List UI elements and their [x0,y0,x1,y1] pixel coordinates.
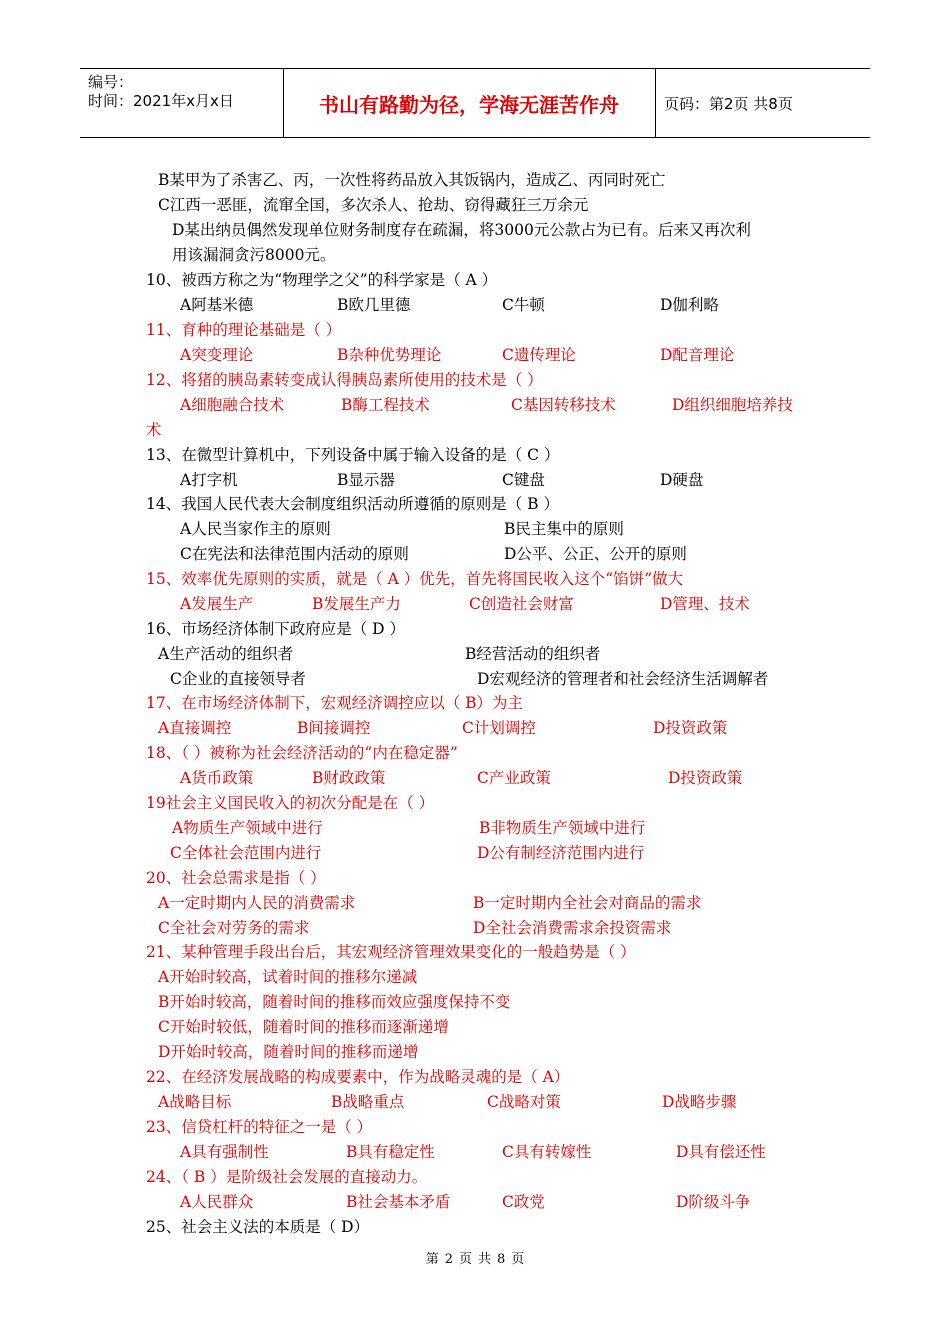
text-line: D全社会消费需求余投资需求 [473,919,672,937]
text-line: C遗传理论 [502,346,576,364]
text-line: 16、市场经济体制下政府应是（ D ） [146,620,406,638]
text-line: 10、被西方称之为“物理学之父”的科学家是（ A ） [146,271,498,289]
footer-page-number: 2 [444,1252,453,1267]
text-line: C在宪法和法律范围内活动的原则 [180,545,409,563]
text-line: A细胞融合技术 [180,396,285,414]
header-motto: 书山有路勤为径，学海无涯苦作舟 [319,92,619,117]
text-line: D投资政策 [653,719,728,737]
text-line: D管理、技术 [660,595,750,613]
text-line: 17、在市场经济体制下，宏观经济调控应以（ B）为主 [146,694,524,712]
text-line: D公平、公正、公开的原则 [504,545,687,563]
text-line: A战略目标 [158,1093,232,1111]
text-line: A一定时期内人民的消费需求 [158,894,356,912]
text-line: B财政政策 [312,769,386,787]
text-line: C产业政策 [477,769,551,787]
document-date: 时间：2021年x月x日 [88,92,234,110]
text-line: B间接调控 [297,719,371,737]
text-line: 14、我国人民代表大会制度组织活动所遵循的原则是（ B ） [146,495,559,513]
text-line: 25、社会主义法的本质是（ D） [146,1218,370,1236]
text-line: 21、某种管理手段出台后，其宏观经济管理效果变化的一般趋势是（ ） [146,943,636,961]
text-line: 15、效率优先原则的实质，就是（ A ）优先，首先将国民收入这个“馅饼”做大 [146,570,684,588]
text-line: A具有强制性 [180,1143,269,1161]
header-divider [655,69,656,137]
text-line: B经营活动的组织者 [465,645,601,663]
footer-total-pages: 8 [497,1252,506,1267]
text-line: B酶工程技术 [341,396,430,414]
text-line: C开始时较低，随着时间的推移而逐渐递增 [158,1018,449,1036]
footer-text: 共 [478,1252,492,1267]
text-line: C战略对策 [487,1093,561,1111]
text-line: D投资政策 [668,769,743,787]
footer-text: 第 [425,1252,439,1267]
text-line: D组织细胞培养技 [672,396,793,414]
text-line: B民主集中的原则 [504,520,624,538]
text-line: A人民群众 [180,1193,254,1211]
text-line: D某出纳员偶然发现单位财务制度存在疏漏，将3000元公款占为已有。后来又再次利 [172,221,751,239]
text-line: D具有偿还性 [676,1143,766,1161]
text-line: 用该漏洞贪污8000元。 [172,246,336,264]
page-info: 页码：第2页 共8页 [664,95,793,113]
text-line: D公有制经济范围内进行 [477,844,645,862]
text-line: A开始时较高，试着时间的推移尔递减 [158,968,418,986]
text-line: D宏观经济的管理者和社会经济生活调解者 [477,670,769,688]
text-line: A物质生产领域中进行 [172,819,323,837]
text-line: D配音理论 [660,346,735,364]
text-line: C企业的直接领导者 [170,670,306,688]
text-line: A发展生产 [180,595,254,613]
text-line: 20、社会总需求是指（ ） [146,869,326,887]
text-line: C具有转嫁性 [502,1143,592,1161]
text-line: A直接调控 [158,719,232,737]
text-line: C江西一恶匪，流窜全国，多次杀人、抢劫、窃得藏狂三万余元 [158,196,589,214]
text-line: B社会基本矛盾 [346,1193,451,1211]
text-line: 24、（ B ）是阶级社会发展的直接动力。 [146,1168,428,1186]
text-line: 19社会主义国民收入的初次分配是在（ ） [146,794,435,812]
text-line: C计划调控 [462,719,536,737]
text-line: A货币政策 [180,769,254,787]
footer-text: 页 [458,1252,472,1267]
text-line: B某甲为了杀害乙、丙，一次性将药品放入其饭锅内，造成乙、丙同时死亡 [158,171,666,189]
text-line: C政党 [502,1193,545,1211]
text-line: 23、信贷杠杆的特征之一是（ ） [146,1118,373,1136]
text-line: B一定时期内全社会对商品的需求 [473,894,702,912]
text-line: A阿基米德 [180,296,254,314]
text-line: B战略重点 [331,1093,405,1111]
text-line: C全社会对劳务的需求 [158,919,310,937]
text-line: B欧几里德 [337,296,411,314]
page-header [80,68,870,138]
text-line: A打字机 [180,471,238,489]
text-line: C基因转移技术 [511,396,616,414]
text-line: B非物质生产领域中进行 [479,819,646,837]
text-line: 22、在经济发展战略的构成要素中，作为战略灵魂的是（ A） [146,1068,570,1086]
text-line: C创造社会财富 [469,595,574,613]
text-line: A人民当家作主的原则 [180,520,331,538]
text-line: D伽利略 [660,296,719,314]
page-footer [0,1248,950,1267]
text-line: 12、将猪的胰岛素转变成认得胰岛素所使用的技术是（ ） [146,371,543,389]
text-line: B发展生产力 [312,595,401,613]
text-line: 13、在微型计算机中，下列设备中属于输入设备的是（ C ） [146,446,560,464]
text-line: D硬盘 [660,471,704,489]
text-line: C牛顿 [502,296,545,314]
text-line: D阶级斗争 [676,1193,751,1211]
text-line: C全体社会范围内进行 [170,844,322,862]
text-line: A生产活动的组织者 [158,645,294,663]
text-line: B杂种优势理论 [337,346,442,364]
text-line: 11、育种的理论基础是（ ） [146,321,342,339]
text-line: D开始时较高，随着时间的推移而递增 [158,1043,419,1061]
document-number-label: 编号： [88,73,134,91]
text-line: 18、（ ）被称为社会经济活动的“内在稳定器” [146,744,458,762]
text-line: B具有稳定性 [346,1143,435,1161]
text-line: B显示器 [337,471,395,489]
text-line: D战略步骤 [662,1093,737,1111]
text-line: B开始时较高，随着时间的推移而效应强度保持不变 [158,993,511,1011]
footer-text: 页 [511,1252,525,1267]
text-line: 术 [146,421,162,439]
text-line: A突变理论 [180,346,254,364]
text-line: C键盘 [502,471,545,489]
